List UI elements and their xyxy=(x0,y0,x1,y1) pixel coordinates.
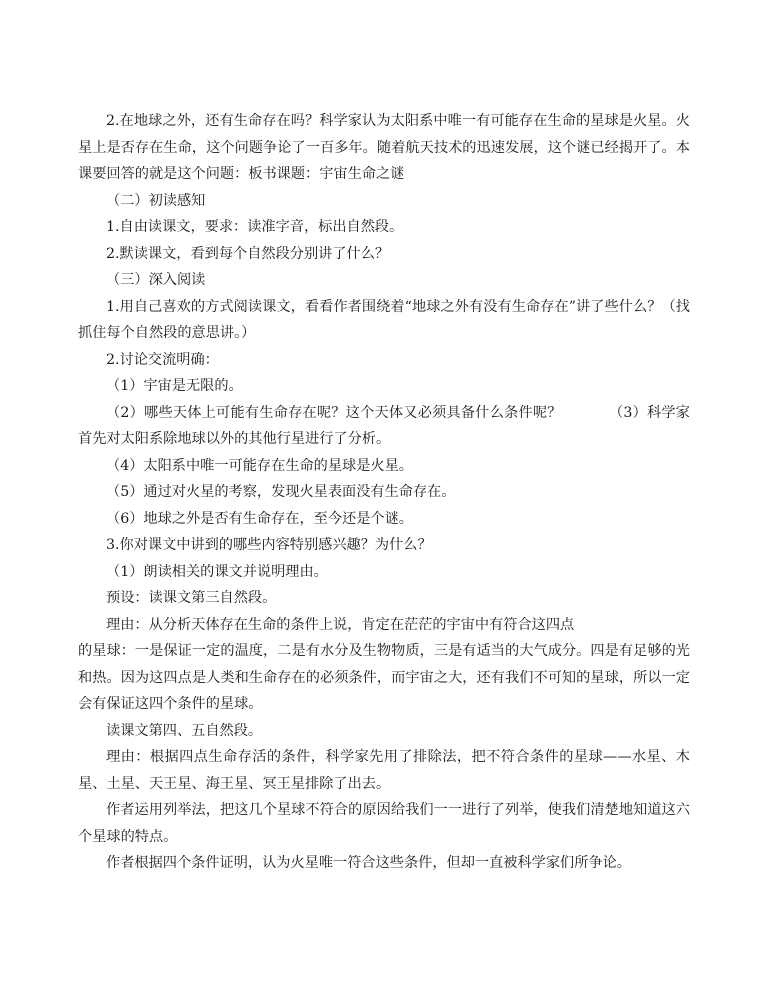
paragraph-intro-question: 2.在地球之外，还有生命存在吗？科学家认为太阳系中唯一有可能存在生命的星球是火星。火星上是否存在生命，这个问题争论了一百多年。随着航天技术的迅速发展，这个谜已经揭开了。本课要回答的就是这个问题：板书课题：宇宙生命之谜 xyxy=(78,113,690,182)
paragraph-reason-2: 理由：根据四点生命存活的条件，科学家先用了排除法，把不符合条件的星球——水星、木星、土星、天王星、海王星、冥王星排除了出去。 xyxy=(78,749,690,792)
list-item-2-3: （2）哪些天体上可能有生命存在呢？这个天体又必须具备什么条件呢？ （3）科学家首先对太阳系除地球以外的其他行星进行了分析。 xyxy=(78,404,690,447)
list-item-6: （6）地球之外是否有生命存在，至今还是个谜。 xyxy=(106,510,413,527)
paragraph-deep-step-1: 1.用自己喜欢的方式阅读课文，看看作者围绕着“地球之外有没有生命存在”讲了些什么？（找抓住每个自然段的意思讲。） xyxy=(78,298,690,341)
paragraph-reason-1: 理由：从分析天体存在生命的条件上说，肯定在茫茫的宇宙中有符合这四点 xyxy=(106,616,575,633)
paragraph-conclusion: 作者根据四个条件证明，认为火星唯一符合这些条件，但却一直被科学家们所争论。 xyxy=(106,855,631,871)
list-item-5: （5）通过对火星的考察，发现火星表面没有生命存在。 xyxy=(106,484,456,500)
paragraph-preset-2: 读课文第四、五自然段。 xyxy=(106,722,263,739)
paragraph-preset-1: 预设：读课文第三自然段。 xyxy=(106,590,277,606)
list-item-read-aloud: （1）朗读相关的课文并说明理由。 xyxy=(106,563,328,580)
paragraph-reading-step-1: 1.自由读课文，要求：读准字音，标出自然段。 xyxy=(106,219,404,235)
paragraph-deep-step-2: 2.讨论交流明确： xyxy=(106,351,219,368)
paragraph-enumeration: 作者运用列举法，把这几个星球不符合的原因给我们一一进行了列举，使我们清楚地知道这六个星球的特点。 xyxy=(78,802,690,845)
section-heading-first-reading: （二）初读感知 xyxy=(106,192,206,209)
paragraph-reason-1-continued: 的星球：一是保证一定的温度，二是有水分及生物物质，三是有适当的大气成分。四是有足够的光和热。因为这四点是人类和生命存在的必须条件，而宇宙之大，还有我们不可知的星球，所以一定会有保证这四个条件的星球。 xyxy=(78,643,690,712)
document-body xyxy=(78,108,690,877)
paragraph-deep-step-3: 3.你对课文中讲到的哪些内容特别感兴趣？为什么？ xyxy=(106,537,432,553)
list-item-4: （4）太阳系中唯一可能存在生命的星球是火星。 xyxy=(106,457,413,474)
section-heading-deep-reading: （三）深入阅读 xyxy=(106,272,206,288)
paragraph-reading-step-2: 2.默读课文，看到每个自然段分别讲了什么？ xyxy=(106,245,390,262)
list-item-1: （1）宇宙是无限的。 xyxy=(106,378,243,394)
